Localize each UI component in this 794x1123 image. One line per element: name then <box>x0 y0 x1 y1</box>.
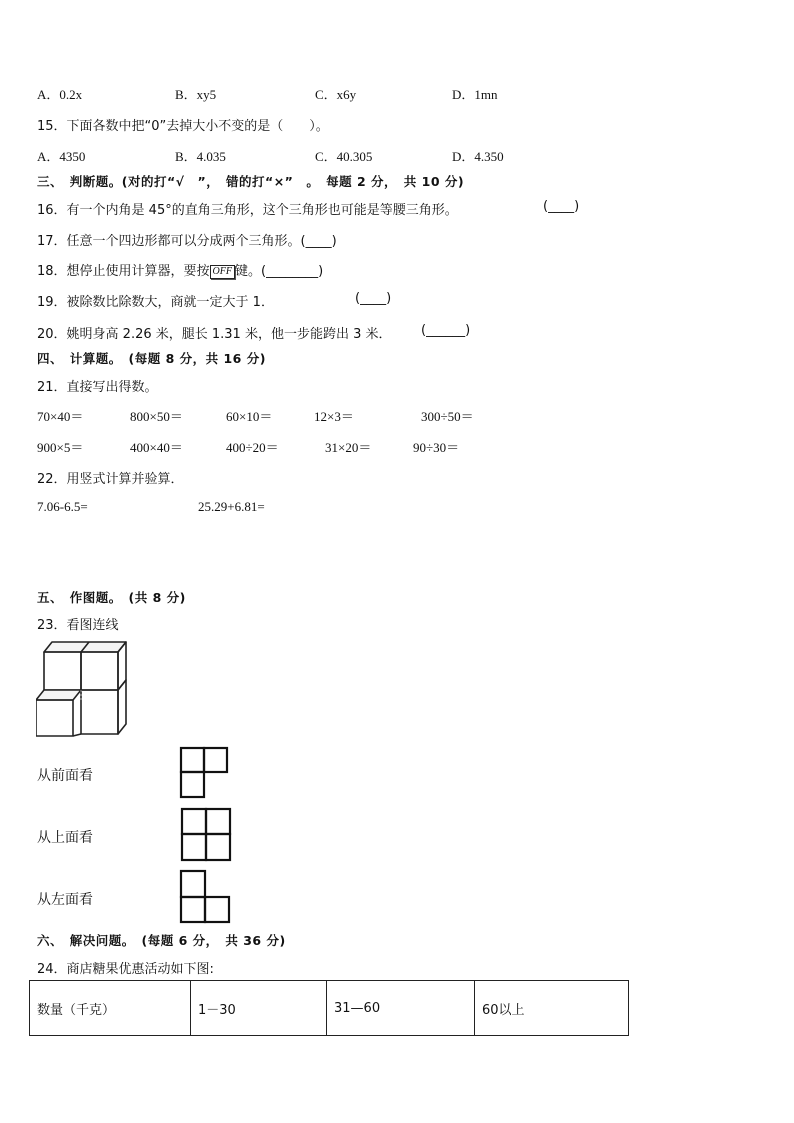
q14-option-a: A．0.2x <box>37 87 83 102</box>
calc-item: 12×3＝ <box>314 409 354 424</box>
table-cell: 1－30 <box>191 981 327 1036</box>
q20-answer-blank[interactable]: (______) <box>421 323 471 338</box>
calc-item: 900×5＝ <box>37 440 84 455</box>
q15-option-d: D．4.350 <box>452 149 504 164</box>
calc-item: 400×40＝ <box>130 440 183 455</box>
discount-table <box>29 980 629 1036</box>
q22-text: 22．用竖式计算并验算． <box>37 472 184 487</box>
view-front-label: 从前面看 <box>37 768 93 784</box>
q24-text: 24．商店糖果优惠活动如下图: <box>37 962 214 977</box>
q18-pre: 18．想停止使用计算器，要按 <box>37 264 210 279</box>
q19-text: 19．被除数比除数大，商就一定大于 1． <box>37 295 274 310</box>
table-cell: 60以上 <box>475 981 629 1036</box>
table-cell: 数量（千克） <box>30 981 191 1036</box>
q15-stem: 15．下面各数中把“0”去掉大小不变的是（ ）。 <box>37 119 329 134</box>
q16-text: 16．有一个内角是 45°的直角三角形，这个三角形也可能是等腰三角形。 <box>37 203 458 218</box>
q18-post: 键。(________) <box>235 264 324 279</box>
q17-text: 17．任意一个四边形都可以分成两个三角形。(____) <box>37 234 337 249</box>
view-left-label: 从左面看 <box>37 892 93 908</box>
calc-item: 70×40＝ <box>37 409 84 424</box>
calc-item: 60×10＝ <box>226 409 273 424</box>
left-view-shape[interactable] <box>179 869 231 925</box>
q19-answer-blank[interactable]: (____) <box>355 291 392 306</box>
q16-answer-blank[interactable]: (____) <box>543 199 580 214</box>
calc-item: 400÷20＝ <box>226 440 279 455</box>
table-row <box>30 981 629 1036</box>
q23-text: 23．看图连线 <box>37 618 119 633</box>
section3-title: 三、 判断题。(对的打“√ ”， 错的打“×” 。 每题 2 分， 共 10 分) <box>37 174 465 189</box>
q20-text: 20．姚明身高 2.26 米，腿长 1.31 米，他一步能跨出 3 米． <box>37 327 392 342</box>
q21-text: 21．直接写出得数。 <box>37 380 158 395</box>
q15-option-c: C．40.305 <box>315 149 373 164</box>
view-top-label: 从上面看 <box>37 830 93 846</box>
q14-option-c: C．x6y <box>315 87 357 102</box>
table-cell: 31—60 <box>327 981 475 1036</box>
off-key-icon: OFF <box>210 265 235 279</box>
q15-option-a: A．4350 <box>37 149 86 164</box>
q14-option-d: D．1mn <box>452 87 498 102</box>
q18-text <box>37 260 323 279</box>
q14-option-b: B．xy5 <box>175 87 217 102</box>
front-view-shape[interactable] <box>179 746 231 800</box>
cube-stack-figure <box>36 640 132 740</box>
section4-title: 四、 计算题。 (每题 8 分，共 16 分) <box>37 351 266 366</box>
section6-title: 六、 解决问题。 (每题 6 分， 共 36 分) <box>37 933 286 948</box>
calc-item: 31×20＝ <box>325 440 372 455</box>
q22-item-1: 7.06-6.5= <box>37 499 88 514</box>
calc-item: 800×50＝ <box>130 409 183 424</box>
calc-item: 90÷30＝ <box>413 440 460 455</box>
calc-item: 300÷50＝ <box>421 409 474 424</box>
section5-title: 五、 作图题。 (共 8 分) <box>37 590 186 605</box>
top-view-shape[interactable] <box>180 807 232 863</box>
q22-item-2: 25.29+6.81= <box>198 499 265 514</box>
q15-option-b: B．4.035 <box>175 149 226 164</box>
